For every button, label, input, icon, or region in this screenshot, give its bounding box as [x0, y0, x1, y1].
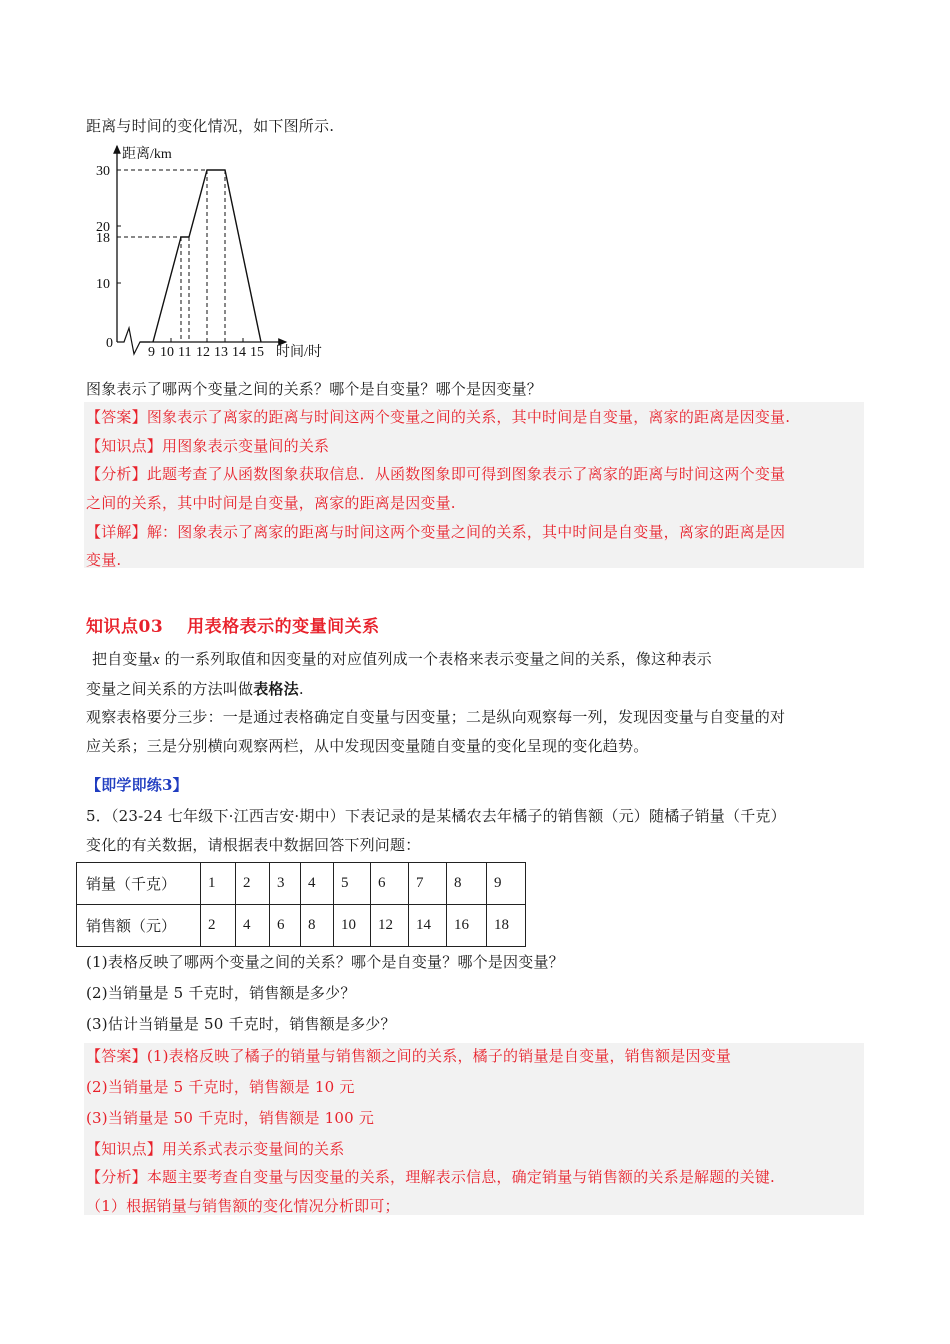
table-cell: 4 — [236, 905, 270, 947]
svg-text:20: 20 — [96, 220, 110, 235]
q4-analysis-cont: 之间的关系，其中时间是自变量，离家的距离是因变量. — [86, 494, 456, 512]
svg-text:12: 12 — [196, 345, 210, 360]
table-cell: 5 — [334, 863, 371, 905]
section-para-3: 观察表格要分三步：一是通过表格确定自变量与因变量；二是纵向观察每一列，发现因变量与自变量的对 — [86, 708, 786, 726]
y-axis-label: 距离/km — [122, 147, 172, 162]
sub-question-2: (2)当销量是 5 千克时，销售额是多少？ — [86, 984, 356, 1002]
practice-answer-1: 【答案】(1)表格反映了橘子的销量与销售额之间的关系，橘子的销量是自变量，销售额是因变量 — [86, 1047, 732, 1065]
table-cell: 8 — [447, 863, 487, 905]
sales-table — [76, 862, 526, 947]
section-para-2: 变量之间关系的方法叫做表格法. — [86, 680, 304, 698]
table-cell: 2 — [236, 863, 270, 905]
sub-question-1: (1)表格反映了哪两个变量之间的关系？哪个是自变量？哪个是因变量？ — [86, 953, 564, 971]
table-cell: 7 — [409, 863, 447, 905]
practice-analysis: 【分析】本题主要考查自变量与因变量的关系，理解表示信息，确定销量与销售额的关系是解题的关键. — [86, 1168, 775, 1186]
practice-knowledge: 【知识点】用关系式表示变量间的关系 — [86, 1140, 345, 1158]
sub-question-3: (3)估计当销量是 50 千克时，销售额是多少？ — [86, 1015, 396, 1033]
svg-text:18: 18 — [96, 231, 110, 246]
table-row — [77, 863, 526, 905]
svg-text:9: 9 — [148, 345, 155, 360]
q4-detail-cont: 变量. — [86, 551, 122, 569]
practice-answer-2: (2)当销量是 5 千克时，销售额是 10 元 — [86, 1078, 355, 1096]
svg-text:11: 11 — [178, 345, 192, 360]
table-header-cell: 销售额（元） — [77, 905, 201, 947]
svg-text:13: 13 — [214, 345, 228, 360]
dashed-guides — [117, 170, 225, 342]
table-cell: 8 — [301, 905, 334, 947]
svg-text:10: 10 — [96, 277, 110, 292]
table-cell: 18 — [487, 905, 526, 947]
table-cell: 6 — [270, 905, 301, 947]
distance-time-chart — [90, 138, 350, 368]
q4-analysis: 【分析】此题考查了从函数图象获取信息．从函数图象即可得到图象表示了离家的距离与时间这两个变量 — [86, 465, 786, 483]
table-cell: 12 — [371, 905, 409, 947]
problem-line-1: 5．（23-24 七年级下·江西吉安·期中）下表记录的是某橘农去年橘子的销售额（元）随橘子销量（千克） — [86, 807, 786, 825]
q4-question: 图象表示了哪两个变量之间的关系？哪个是自变量？哪个是因变量？ — [86, 380, 543, 398]
svg-text:0: 0 — [106, 336, 113, 351]
x-axis-break — [117, 328, 150, 354]
q4-answer: 【答案】图象表示了离家的距离与时间这两个变量之间的关系，其中时间是自变量，离家的距离是因变量. — [86, 408, 791, 426]
section-para-1: 把自变量x 的一系列取值和因变量的对应值列成一个表格来表示变量之间的关系，像这种表示 — [92, 650, 712, 668]
table-cell: 4 — [301, 863, 334, 905]
table-cell: 2 — [201, 905, 236, 947]
problem-line-2: 变化的有关数据，请根据表中数据回答下列问题： — [86, 836, 421, 854]
practice-label: 【即学即练3】 — [86, 776, 188, 794]
intro-text: 距离与时间的变化情况，如下图所示. — [86, 117, 335, 135]
practice-answer-box — [84, 1043, 864, 1215]
table-cell: 3 — [270, 863, 301, 905]
svg-text:15: 15 — [250, 345, 264, 360]
table-cell: 10 — [334, 905, 371, 947]
svg-text:30: 30 — [96, 164, 110, 179]
q4-knowledge: 【知识点】用图象表示变量间的关系 — [86, 437, 330, 455]
table-header-cell: 销量（千克） — [77, 863, 201, 905]
q4-detail: 【详解】解：图象表示了离家的距离与时间这两个变量之间的关系，其中时间是自变量，离家的距离是因 — [86, 523, 786, 541]
table-cell: 6 — [371, 863, 409, 905]
practice-analysis-step1: （1）根据销量与销售额的变化情况分析即可； — [86, 1197, 400, 1215]
section-heading: 知识点03 用表格表示的变量间关系 — [86, 617, 380, 637]
svg-text:14: 14 — [232, 345, 246, 360]
table-cell: 14 — [409, 905, 447, 947]
table-row — [77, 905, 526, 947]
table-cell: 1 — [201, 863, 236, 905]
practice-answer-3: (3)当销量是 50 千克时，销售额是 100 元 — [86, 1109, 375, 1127]
section-para-4: 应关系；三是分别横向观察两栏，从中发现因变量随自变量的变化呈现的变化趋势。 — [86, 737, 649, 755]
x-axis-label: 时间/时 — [276, 345, 322, 360]
table-cell: 9 — [487, 863, 526, 905]
svg-text:10: 10 — [160, 345, 174, 360]
table-cell: 16 — [447, 905, 487, 947]
